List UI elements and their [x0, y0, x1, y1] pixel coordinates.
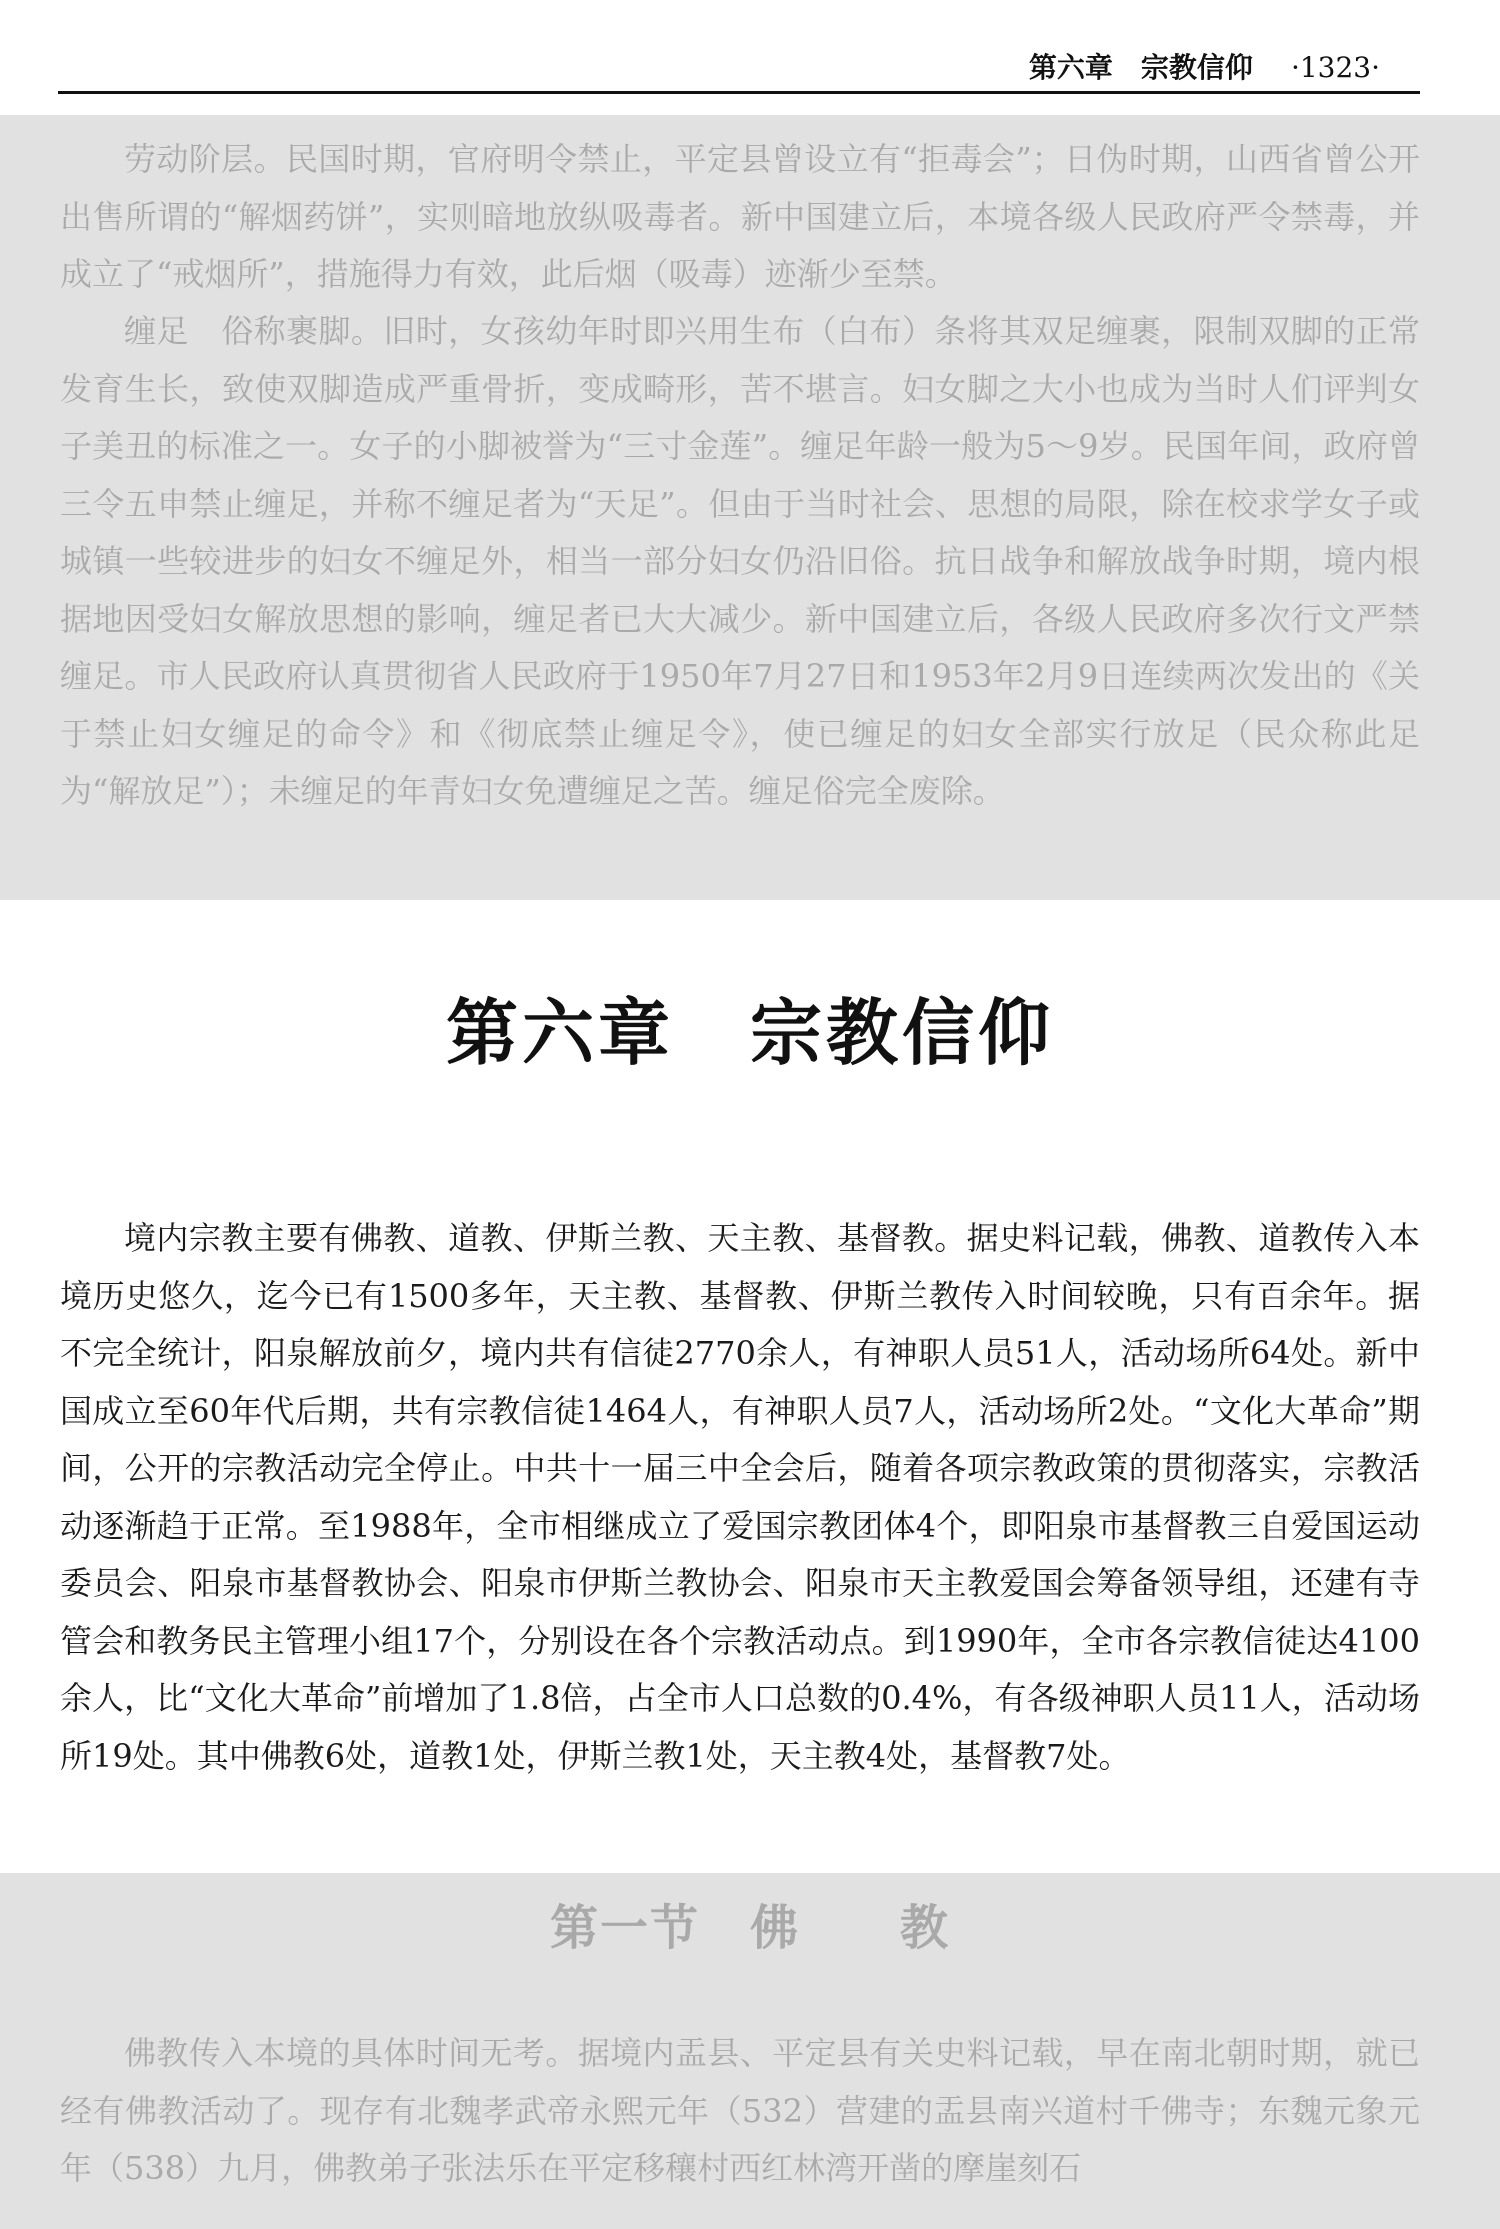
chapter-title: 第六章 宗教信仰: [445, 990, 1054, 1075]
faded-paragraph-buddhism: 佛教传入本境的具体时间无考。据境内盂县、平定县有关史料记载，早在南北朝时期，就已经有佛教活动了。现存有北魏孝武帝永熙元年（532）营建的盂县南兴道村千佛寺；东魏元象元年（538）九月，佛教弟子张法乐在平定移穰村西红林湾开凿的摩崖刻石: [60, 2034, 1420, 2187]
faded-next-section: [0, 1873, 1500, 2229]
section-title: 第一节 佛 教: [549, 1900, 950, 1956]
running-header-text: [1029, 46, 1380, 86]
chapter-intro-paragraph: 境内宗教主要有佛教、道教、伊斯兰教、天主教、基督教。据史料记载，佛教、道教传入本境历史悠久，迄今已有1500多年，天主教、基督教、伊斯兰教传入时间较晚，只有百余年。据不完全统计，阳泉解放前夕，境内共有信徒2770余人，有神职人员51人，活动场所64处。新中国成立至60年代后期，共有宗教信徒1464人，有神职人员7人，活动场所2处。“文化大革命”期间，公开的宗教活动完全停止。中共十一届三中全会后，随着各项宗教政策的贯彻落实，宗教活动逐渐趋于正常。至1988年，全市相继成立了爱国宗教团体4个，即阳泉市基督教三自爱国运动委员会、阳泉市基督教协会、阳泉市伊斯兰教协会、阳泉市天主教爱国会筹备领导组，还建有寺管会和教务民主管理小组17个，分别设在各个宗教活动点。到1990年，全市各宗教信徒达4100余人，比“文化大革命”前增加了1.8倍，占全市人口总数的0.4%，有各级神职人员11人，活动场所19处。其中佛教6处，道教1处，伊斯兰教1处，天主教4处，基督教7处。: [60, 1219, 1420, 1775]
header-rule: [58, 91, 1420, 94]
faded-previous-section: [0, 115, 1500, 900]
faded-paragraph-foot-binding: 缠足 俗称裹脚。旧时，女孩幼年时即兴用生布（白布）条将其双足缠裹，限制双脚的正常发育生长，致使双脚造成严重骨折，变成畸形，苦不堪言。妇女脚之大小也成为当时人们评判女子美丑的标准之一。女子的小脚被誉为“三寸金莲”。缠足年龄一般为5～9岁。民国年间，政府曾三令五申禁止缠足，并称不缠足者为“天足”。但由于当时社会、思想的局限，除在校求学女子或城镇一些较进步的妇女不缠足外，相当一部分妇女仍沿旧俗。抗日战争和解放战争时期，境内根据地因受妇女解放思想的影响，缠足者已大大减少。新中国建立后，各级人民政府多次行文严禁缠足。市人民政府认真贯彻省人民政府于1950年7月27日和1953年2月9日连续两次发出的《关于禁止妇女缠足的命令》和《彻底禁止缠足令》，使已缠足的妇女全部实行放足（民众称此足为“解放足”）；未缠足的年青妇女免遭缠足之苦。缠足俗完全废除。: [60, 312, 1420, 810]
faded-paragraph-anti-drug: 劳动阶层。民国时期，官府明令禁止，平定县曾设立有“拒毒会”；日伪时期，山西省曾公开出售所谓的“解烟药饼”，实则暗地放纵吸毒者。新中国建立后，本境各级人民政府严令禁毒，并成立了“戒烟所”，措施得力有效，此后烟（吸毒）迹渐少至禁。: [60, 140, 1420, 293]
page-number: ·1323·: [1290, 51, 1380, 84]
header-chapter: 第六章 宗教信仰: [1028, 51, 1253, 84]
running-header: [58, 40, 1420, 94]
